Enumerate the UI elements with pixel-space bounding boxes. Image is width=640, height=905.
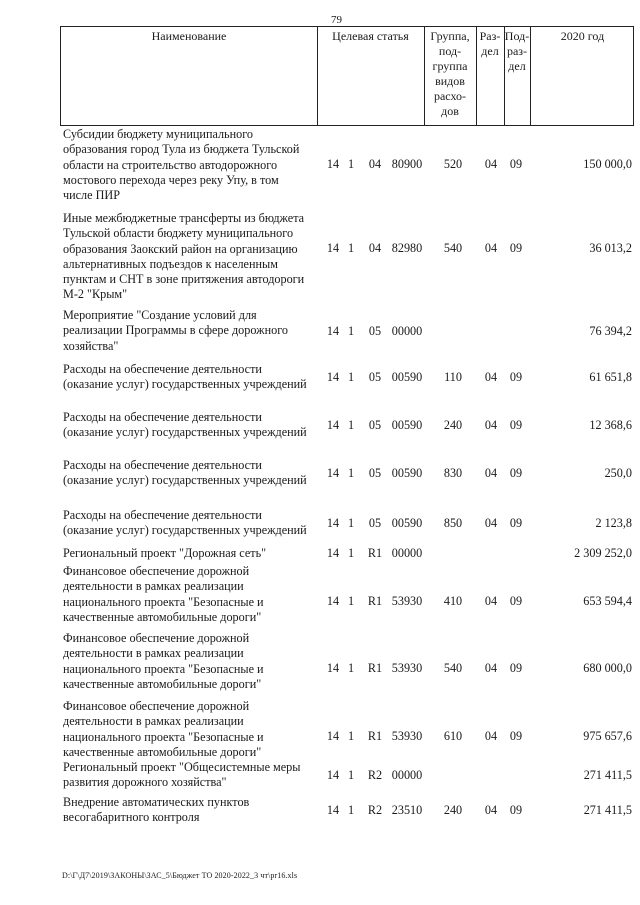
row-subsection: 09 bbox=[509, 594, 523, 608]
row-name: Финансовое обеспечение дорожной деятельности в рамках реализации национального проекта "Безопасные и качественные автомобильные дороги" bbox=[63, 564, 264, 624]
row-code-subprogram: 1 bbox=[347, 466, 355, 480]
row-expense-group: 830 bbox=[443, 466, 463, 480]
row-code-event: R1 bbox=[367, 661, 383, 675]
row-subsection: 09 bbox=[509, 803, 523, 817]
row-subsection: 09 bbox=[509, 370, 523, 384]
row-expense-group: 410 bbox=[443, 594, 463, 608]
row-section: 04 bbox=[484, 418, 498, 432]
row-amount: 2 309 252,0 bbox=[574, 546, 632, 560]
row-name: Расходы на обеспечение деятельности (оказание услуг) государственных учреждений bbox=[63, 508, 307, 538]
row-code-direction: 00590 bbox=[391, 418, 423, 432]
row-name: Субсидии бюджету муниципального образования город Тула из бюджета Тульской области на строительство автодорожного мостового перехода через реку Упу, в том числе ПИР bbox=[63, 127, 300, 203]
row-section: 04 bbox=[484, 241, 498, 255]
table-header bbox=[60, 26, 634, 126]
row-code-event: R1 bbox=[367, 729, 383, 743]
row-amount: 36 013,2 bbox=[589, 241, 632, 255]
row-code-program: 14 bbox=[326, 241, 340, 255]
row-name: Региональный проект "Дорожная сеть" bbox=[63, 546, 267, 560]
row-code-subprogram: 1 bbox=[347, 516, 355, 530]
row-name: Мероприятие "Создание условий для реализации Программы в сфере дорожного хозяйства" bbox=[63, 308, 288, 353]
row-code-direction: 53930 bbox=[391, 594, 423, 608]
row-code-program: 14 bbox=[326, 157, 340, 171]
row-amount: 2 123,8 bbox=[595, 516, 632, 530]
row-code-subprogram: 1 bbox=[347, 418, 355, 432]
row-code-event: 05 bbox=[368, 324, 382, 338]
row-code-direction: 82980 bbox=[391, 241, 423, 255]
file-path-footer: D:\Г\Д7\2019\ЗАКОНЫ\ЗАС_5\Бюджет ТО 2020-2022_3 чт\pr16.xls bbox=[62, 871, 298, 880]
row-code-subprogram: 1 bbox=[347, 546, 355, 560]
row-code-subprogram: 1 bbox=[347, 324, 355, 338]
row-section: 04 bbox=[484, 370, 498, 384]
row-name: Расходы на обеспечение деятельности (оказание услуг) государственных учреждений bbox=[63, 362, 307, 392]
row-code-direction: 53930 bbox=[391, 729, 423, 743]
row-name: Региональный проект "Общесистемные меры развития дорожного хозяйства" bbox=[63, 760, 301, 790]
row-expense-group: 540 bbox=[443, 241, 463, 255]
row-amount: 150 000,0 bbox=[583, 157, 632, 171]
header-section: Раз- дел bbox=[479, 29, 501, 58]
row-name: Расходы на обеспечение деятельности (оказание услуг) государственных учреждений bbox=[63, 410, 307, 440]
row-section: 04 bbox=[484, 516, 498, 530]
row-amount: 61 651,8 bbox=[589, 370, 632, 384]
header-name: Наименование bbox=[151, 29, 227, 43]
row-code-program: 14 bbox=[326, 729, 340, 743]
row-expense-group: 520 bbox=[443, 157, 463, 171]
row-subsection: 09 bbox=[509, 729, 523, 743]
page-number: 79 bbox=[331, 14, 342, 26]
row-expense-group: 240 bbox=[443, 418, 463, 432]
row-code-program: 14 bbox=[326, 324, 340, 338]
row-code-program: 14 bbox=[326, 516, 340, 530]
row-name: Внедрение автоматических пунктов весогабаритного контроля bbox=[63, 795, 250, 825]
header-subsection: Под- раз- дел bbox=[504, 29, 530, 73]
row-amount: 975 657,6 bbox=[583, 729, 632, 743]
row-name: Финансовое обеспечение дорожной деятельности в рамках реализации национального проекта "Безопасные и качественные автомобильные дороги" bbox=[63, 631, 264, 691]
row-code-event: 04 bbox=[368, 241, 382, 255]
row-amount: 76 394,2 bbox=[589, 324, 632, 338]
row-code-direction: 00000 bbox=[391, 546, 423, 560]
row-expense-group: 610 bbox=[443, 729, 463, 743]
row-code-direction: 00000 bbox=[391, 768, 423, 782]
row-code-program: 14 bbox=[326, 466, 340, 480]
row-code-program: 14 bbox=[326, 803, 340, 817]
row-code-event: 05 bbox=[368, 418, 382, 432]
row-code-event: 05 bbox=[368, 370, 382, 384]
row-section: 04 bbox=[484, 729, 498, 743]
row-code-event: 04 bbox=[368, 157, 382, 171]
row-amount: 653 594,4 bbox=[583, 594, 632, 608]
row-code-subprogram: 1 bbox=[347, 803, 355, 817]
row-name: Финансовое обеспечение дорожной деятельности в рамках реализации национального проекта "Безопасные и качественные автомобильные дороги" bbox=[63, 699, 264, 759]
row-code-program: 14 bbox=[326, 594, 340, 608]
row-subsection: 09 bbox=[509, 157, 523, 171]
row-code-subprogram: 1 bbox=[347, 157, 355, 171]
row-code-direction: 00000 bbox=[391, 324, 423, 338]
row-section: 04 bbox=[484, 803, 498, 817]
row-code-direction: 80900 bbox=[391, 157, 423, 171]
row-section: 04 bbox=[484, 594, 498, 608]
row-code-event: R1 bbox=[367, 546, 383, 560]
row-subsection: 09 bbox=[509, 418, 523, 432]
row-code-program: 14 bbox=[326, 370, 340, 384]
row-code-direction: 53930 bbox=[391, 661, 423, 675]
row-code-subprogram: 1 bbox=[347, 594, 355, 608]
row-name: Расходы на обеспечение деятельности (оказание услуг) государственных учреждений bbox=[63, 458, 307, 488]
row-code-direction: 23510 bbox=[391, 803, 423, 817]
row-code-direction: 00590 bbox=[391, 370, 423, 384]
row-code-program: 14 bbox=[326, 661, 340, 675]
row-section: 04 bbox=[484, 661, 498, 675]
row-amount: 271 411,5 bbox=[583, 768, 632, 782]
row-expense-group: 540 bbox=[443, 661, 463, 675]
header-year: 2020 год bbox=[560, 29, 605, 43]
row-subsection: 09 bbox=[509, 466, 523, 480]
row-section: 04 bbox=[484, 157, 498, 171]
row-code-event: R2 bbox=[367, 768, 383, 782]
row-code-program: 14 bbox=[326, 546, 340, 560]
row-section: 04 bbox=[484, 466, 498, 480]
row-expense-group: 240 bbox=[443, 803, 463, 817]
row-amount: 271 411,5 bbox=[583, 803, 632, 817]
row-code-event: R1 bbox=[367, 594, 383, 608]
row-code-event: R2 bbox=[367, 803, 383, 817]
row-code-event: 05 bbox=[368, 516, 382, 530]
row-amount: 680 000,0 bbox=[583, 661, 632, 675]
row-amount: 12 368,6 bbox=[589, 418, 632, 432]
row-code-subprogram: 1 bbox=[347, 768, 355, 782]
row-code-direction: 00590 bbox=[391, 466, 423, 480]
row-code-subprogram: 1 bbox=[347, 661, 355, 675]
row-code-program: 14 bbox=[326, 768, 340, 782]
header-expense-group: Группа, под- группа видов расхо- дов bbox=[430, 29, 470, 118]
row-code-subprogram: 1 bbox=[347, 729, 355, 743]
row-code-direction: 00590 bbox=[391, 516, 423, 530]
row-subsection: 09 bbox=[509, 241, 523, 255]
row-code-subprogram: 1 bbox=[347, 370, 355, 384]
row-subsection: 09 bbox=[509, 516, 523, 530]
row-code-program: 14 bbox=[326, 418, 340, 432]
row-code-subprogram: 1 bbox=[347, 241, 355, 255]
row-code-event: 05 bbox=[368, 466, 382, 480]
row-amount: 250,0 bbox=[604, 466, 632, 480]
header-target-article: Целевая статья bbox=[332, 29, 409, 43]
row-expense-group: 850 bbox=[443, 516, 463, 530]
row-expense-group: 110 bbox=[444, 370, 462, 384]
row-subsection: 09 bbox=[509, 661, 523, 675]
row-name: Иные межбюджетные трансферты из бюджета Тульской области бюджету муниципального образования Заокский район на организацию альтернативных подъездов к населенным пунктам и СНТ в зоне притяжения автодороги М-2 "Крым" bbox=[63, 211, 305, 302]
